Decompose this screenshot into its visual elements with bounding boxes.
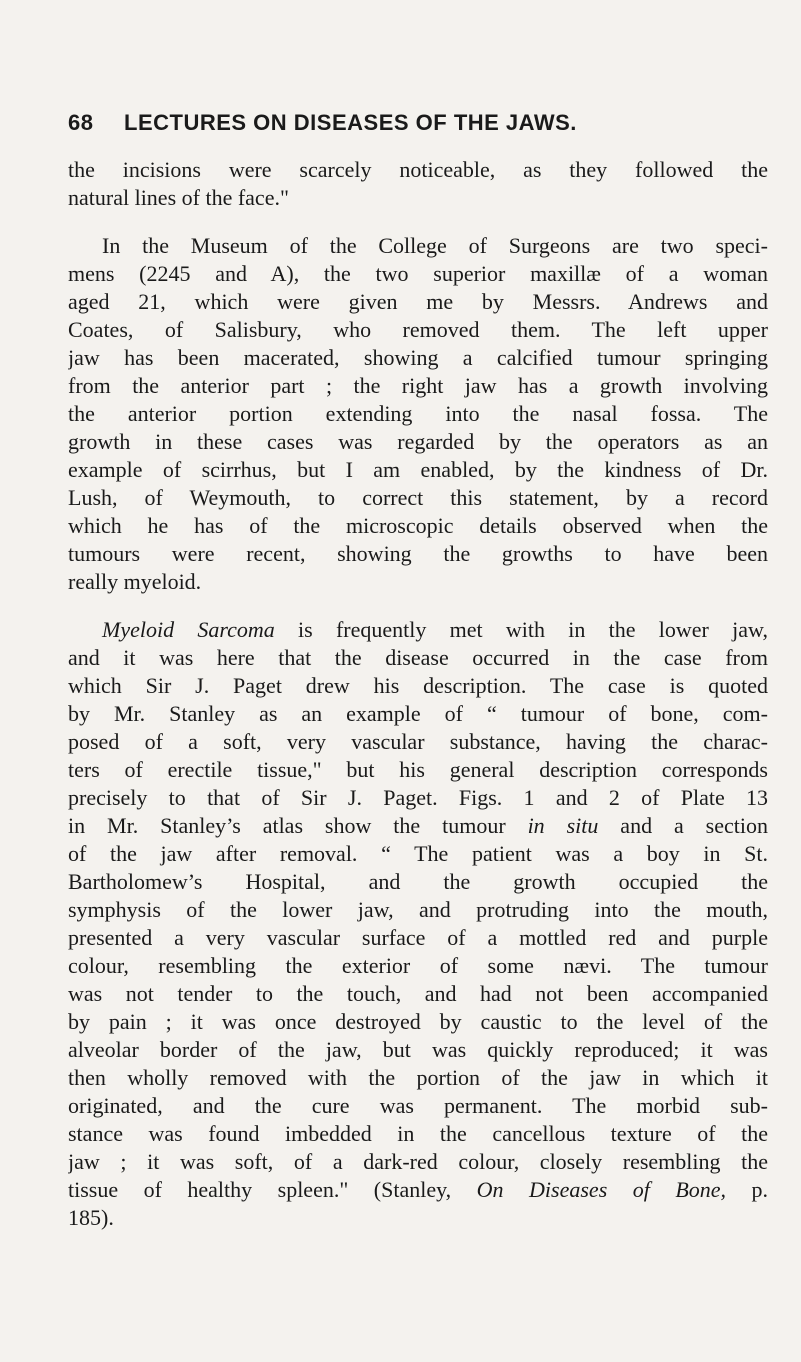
text-line: the incisions were scarcely noticeable, as they followed the	[68, 157, 768, 182]
text-line: jaw ; it was soft, of a dark-red colour, closely resembling the	[68, 1149, 768, 1174]
text-line: Coates, of Salisbury, who removed them. The left upper	[68, 317, 768, 342]
text-line: really myeloid.	[68, 569, 202, 594]
text-line: symphysis of the lower jaw, and protruding into the mouth,	[68, 897, 768, 922]
text-line: which he has of the microscopic details observed when the	[68, 513, 768, 538]
text-line: Bartholomew’s Hospital, and the growth occupied the	[68, 869, 768, 894]
text-line: originated, and the cure was permanent. The morbid sub-	[68, 1093, 768, 1118]
text-line: by Mr. Stanley as an example of “ tumour of bone, com-	[68, 701, 768, 726]
text-line: tumours were recent, showing the growths to have been	[68, 541, 768, 566]
text-line: by pain ; it was once destroyed by caustic to the level of the	[68, 1009, 768, 1034]
text-line: in Mr. Stanley’s atlas show the tumour in situ and a section	[68, 813, 768, 838]
text-line: mens (2245 and A), the two superior maxillæ of a woman	[68, 261, 768, 286]
text-line: stance was found imbedded in the cancellous texture of the	[68, 1121, 768, 1146]
text-line: tissue of healthy spleen." (Stanley, On Diseases of Bone, p.	[68, 1177, 768, 1202]
page-header	[68, 103, 748, 143]
running-title: LECTURES ON DISEASES OF THE JAWS.	[124, 110, 577, 135]
text-line: of the jaw after removal. “ The patient was a boy in St.	[68, 841, 768, 866]
text-line: 185).	[68, 1205, 114, 1230]
paragraph	[68, 616, 768, 1232]
text-line: In the Museum of the College of Surgeons are two speci-	[102, 233, 768, 258]
text-line: and it was here that the disease occurred in the case from	[68, 645, 768, 670]
page-number: 68	[68, 110, 94, 135]
text-line: Lush, of Weymouth, to correct this statement, by a record	[68, 485, 768, 510]
italic-term: Myeloid Sarcoma	[102, 617, 275, 642]
text-line: alveolar border of the jaw, but was quickly reproduced; it was	[68, 1037, 768, 1062]
text-line: then wholly removed with the portion of the jaw in which it	[68, 1065, 768, 1090]
text-line: presented a very vascular surface of a mottled red and purple	[68, 925, 768, 950]
text-line: jaw has been macerated, showing a calcified tumour springing	[68, 345, 768, 370]
text-line: the anterior portion extending into the nasal fossa. The	[68, 401, 768, 426]
text-line: natural lines of the face."	[68, 185, 289, 210]
text-line: colour, resembling the exterior of some nævi. The tumour	[68, 953, 768, 978]
italic-term: in situ	[527, 813, 599, 838]
text-line: aged 21, which were given me by Messrs. Andrews and	[68, 289, 768, 314]
text-line: from the anterior part ; the right jaw has a growth involving	[68, 373, 768, 398]
text-line: growth in these cases was regarded by the operators as an	[68, 429, 768, 454]
text-line: Myeloid Sarcoma is frequently met with in the lower jaw,	[102, 617, 768, 642]
text-line: ters of erectile tissue," but his general description corresponds	[68, 757, 768, 782]
text-line: precisely to that of Sir J. Paget. Figs. 1 and 2 of Plate 13	[68, 785, 768, 810]
text-line: which Sir J. Paget drew his description. The case is quoted	[68, 673, 768, 698]
body-text	[68, 156, 768, 1232]
paragraph	[68, 232, 768, 596]
text-line: example of scirrhus, but I am enabled, by the kindness of Dr.	[68, 457, 768, 482]
paragraph	[68, 156, 768, 212]
text-line: posed of a soft, very vascular substance, having the charac-	[68, 729, 768, 754]
text-line: was not tender to the touch, and had not been accompanied	[68, 981, 768, 1006]
italic-citation: On Diseases of Bone,	[476, 1177, 727, 1202]
